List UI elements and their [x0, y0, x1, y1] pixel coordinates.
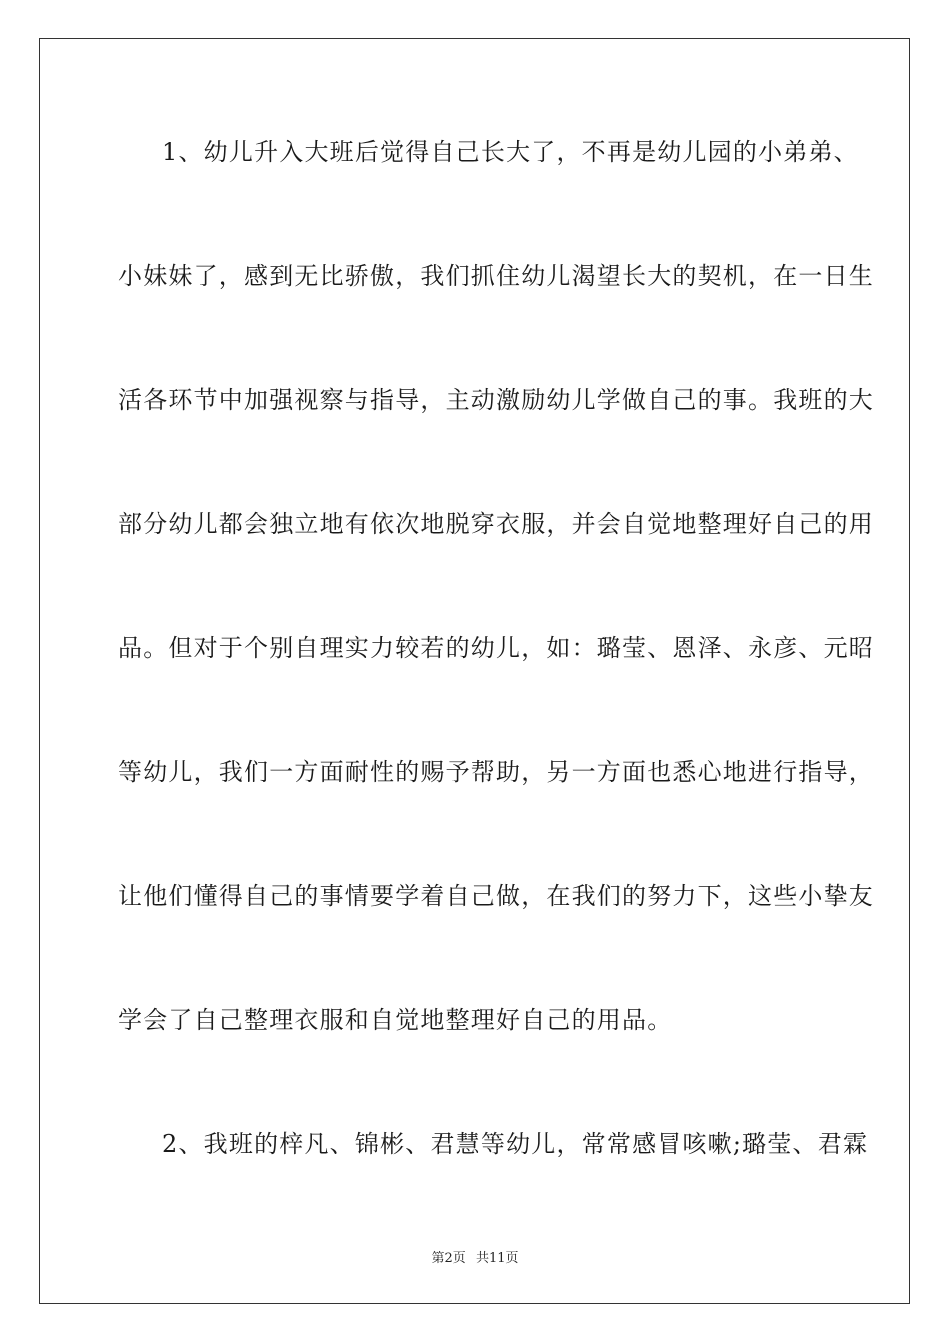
page-frame: [39, 38, 910, 1304]
paragraph-1-line-6: 等幼儿，我们一方面耐性的赐予帮助，另一方面也悉心地进行指导，: [118, 758, 874, 786]
paragraph-1-line-7: 让他们懂得自己的事情要学着自己做，在我们的努力下，这些小挚友: [118, 882, 874, 910]
paragraph-1-line-5: 品。但对于个别自理实力较若的幼儿，如：璐莹、恩泽、永彦、元昭: [118, 634, 874, 662]
paragraph-1-line-1: 1、幼儿升入大班后觉得自己长大了，不再是幼儿园的小弟弟、: [162, 138, 859, 166]
paragraph-2-line-1: 2、我班的梓凡、锦彬、君慧等幼儿，常常感冒咳嗽;璐莹、君霖: [162, 1130, 869, 1158]
paragraph-1-line-4: 部分幼儿都会独立地有依次地脱穿衣服，并会自觉地整理好自己的用: [118, 510, 874, 538]
page-footer: [0, 1247, 950, 1266]
page-total: 共11页: [475, 1251, 519, 1266]
paragraph-1-line-2: 小妹妹了，感到无比骄傲，我们抓住幼儿渴望长大的契机，在一日生: [118, 262, 874, 290]
paragraph-1-line-3: 活各环节中加强视察与指导，主动激励幼儿学做自己的事。我班的大: [118, 386, 874, 414]
paragraph-1-line-8: 学会了自己整理衣服和自觉地整理好自己的用品。: [118, 1006, 673, 1034]
page-number: 第2页: [431, 1251, 466, 1266]
